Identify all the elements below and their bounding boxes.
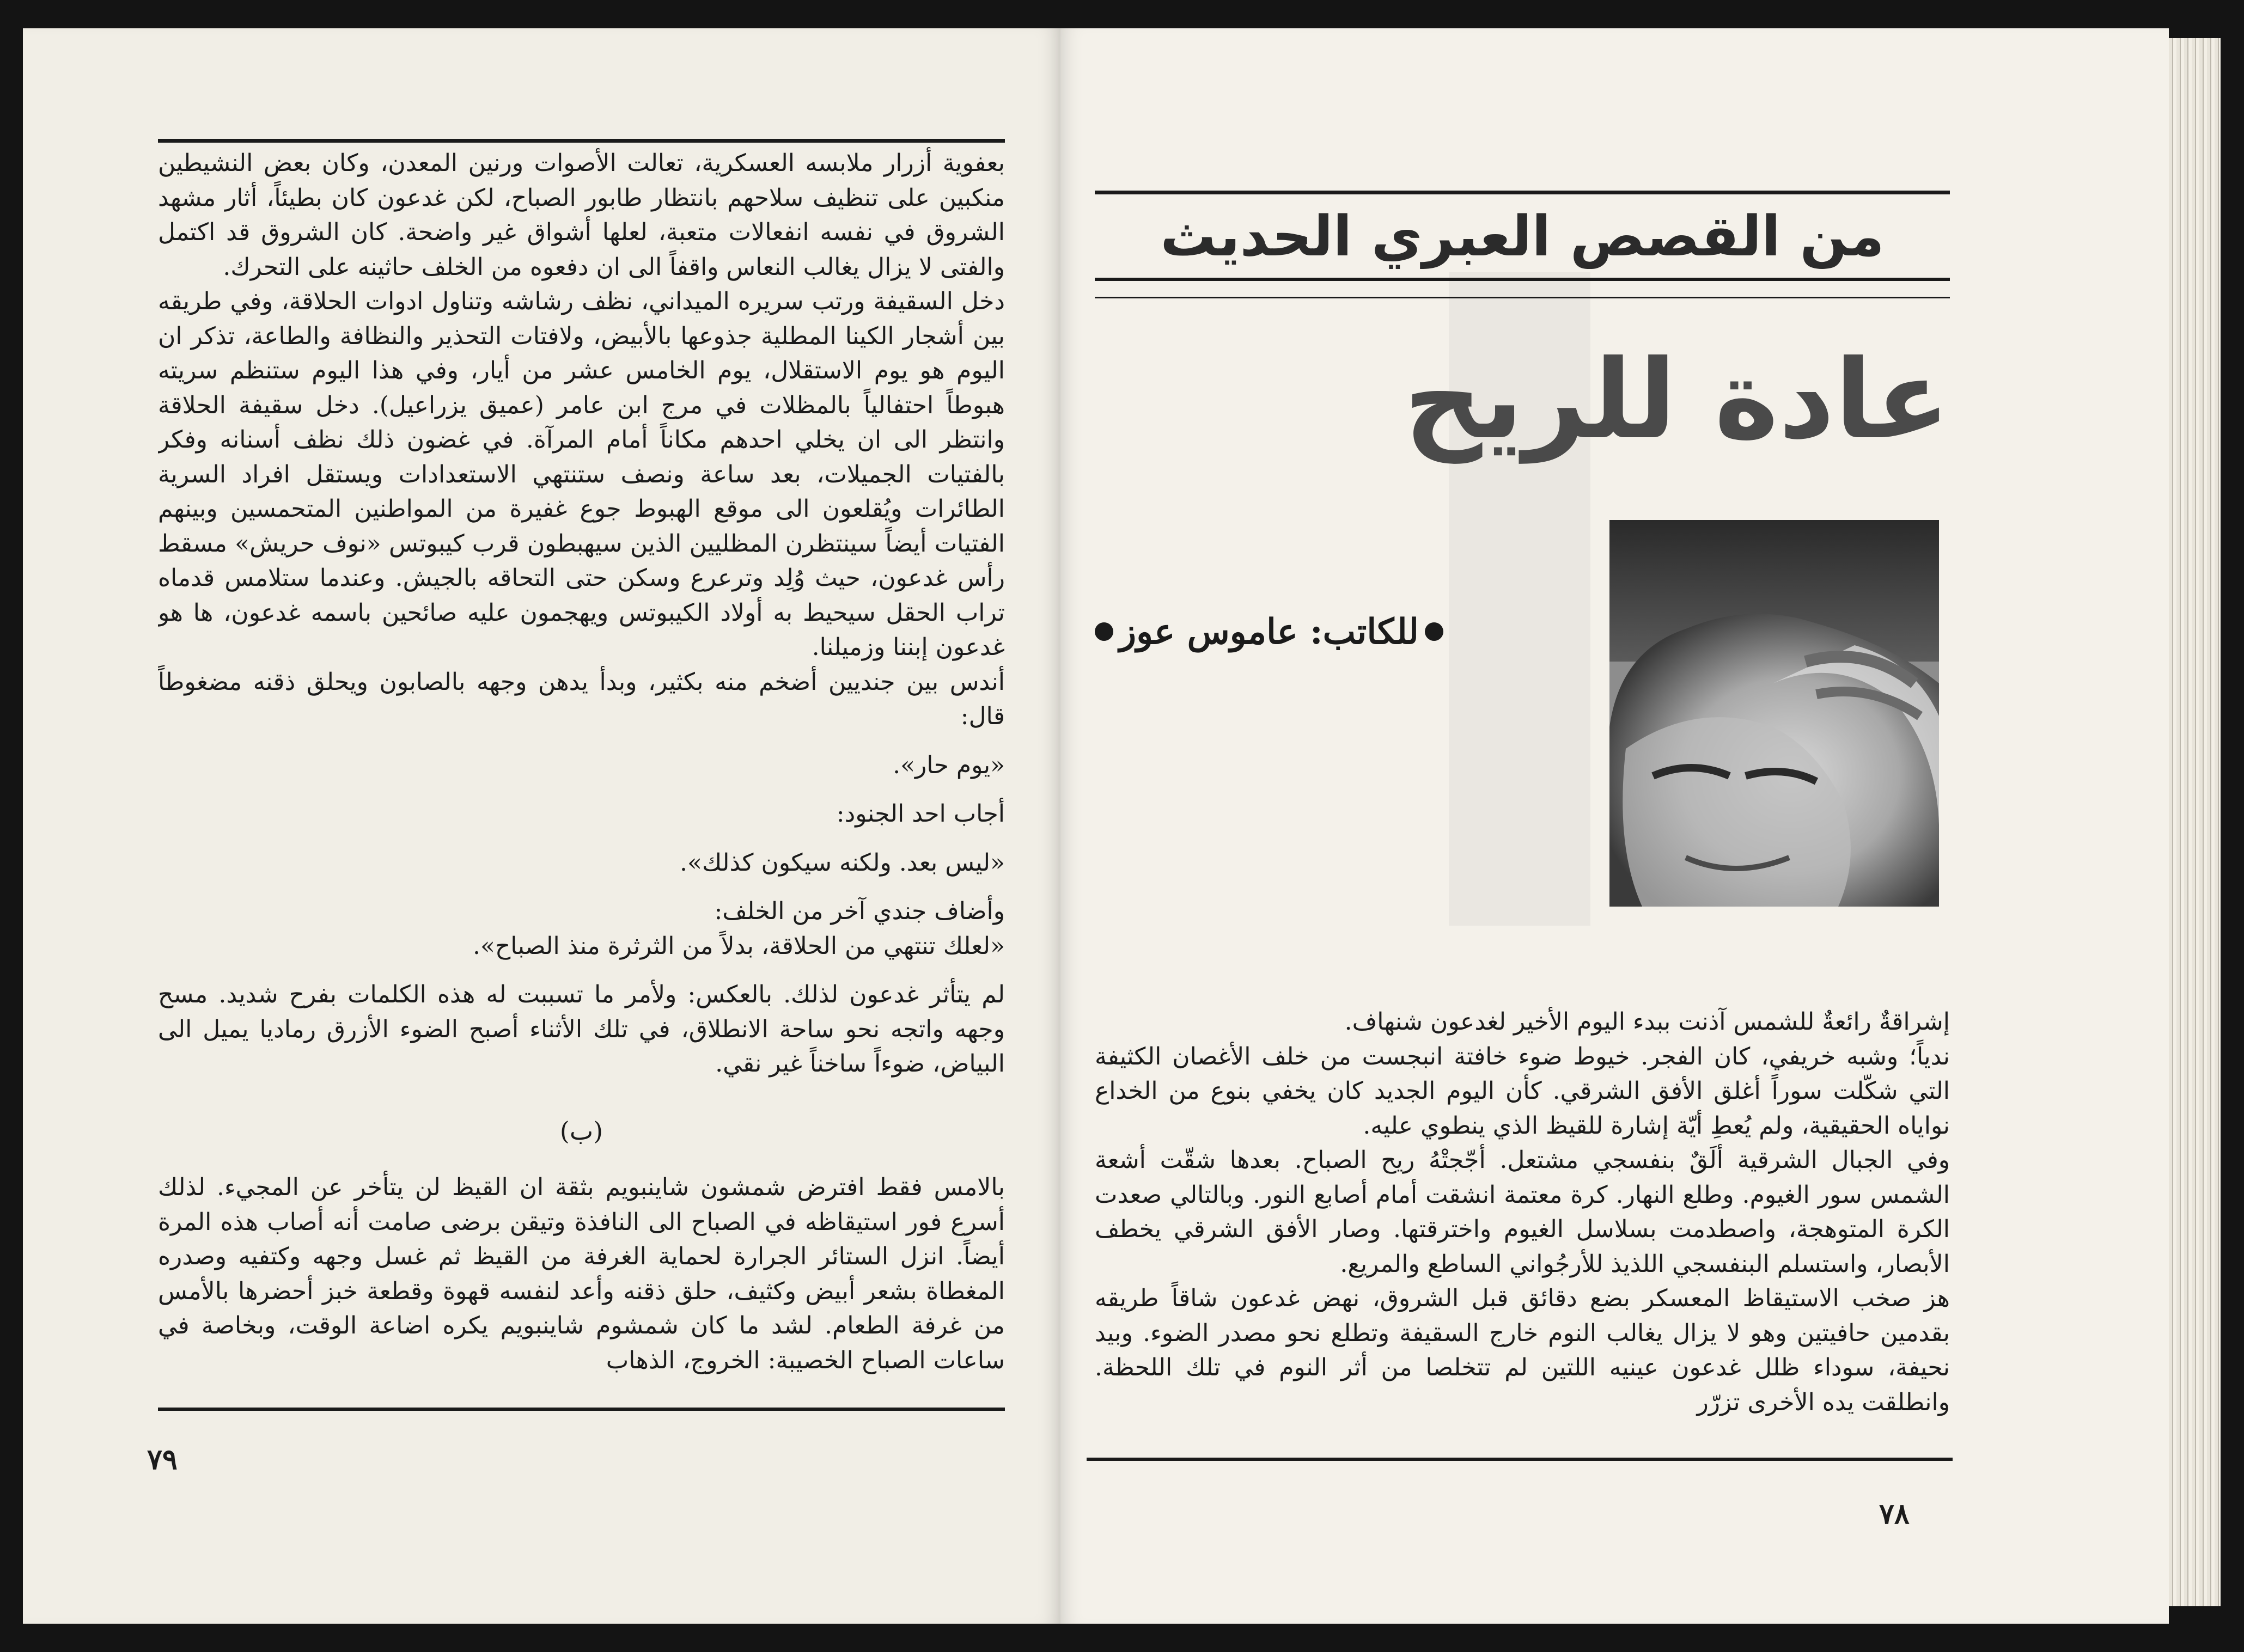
series-bottom-rule-2 bbox=[1095, 297, 1950, 298]
left-paragraph-3: أندس بين جنديين أضخم منه بكثير، وبدأ يدهن وجهه بالصابون ويحلق ذقنه مضغوطاً قال: bbox=[158, 668, 1005, 730]
right-bottom-rule bbox=[1087, 1458, 1953, 1461]
left-paragraph-7: بالامس فقط افترض شمشون شاينبويم بثقة ان القيظ لن يتأخر عن المجيء. لذلك أسرع فور استيقاظه في الصباح الى النافذة وتيقن برضى صامت أنه أصاب هذه المرة أيضاً. انزل الستائر الجرارة لحماية الغرفة من القيظ ثم غسل وجهه وكتفيه وصدره المغطاة بشعر أبيض وكثيف، حلق ذقنه وأعد لنفسه قهوة وقطعة خبز أحضرها بالأمس من غرفة الطعام. لشد ما كان شمشوم شاينبويم يكره اضاعة الوقت، وبخاصة في ساعات الصباح الخصيبة: الخروج، الذهاب bbox=[158, 1173, 1005, 1374]
bullet-icon bbox=[1095, 622, 1113, 641]
left-paragraph-2: دخل السقيفة ورتب سريره الميداني، نظف رشاشه وتناول ادوات الحلاقة، وفي طريقه بين أشجار الكينا المطلية جذوعها بالأبيض، ولافتات التحذير والنظافة والطاعة، تذكر ان اليوم هو يوم الاستقلال، يوم الخامس عشر من أيار، وفي هذا اليوم ستنظم سريته هبوطاً احتفالياً بالمظلات في مرج ابن عامر (عميق يزراعيل). دخل سقيفة الحلاقة وانتظر الى ان يخلي احدهم مكاناً أمام المرآة. في غضون ذلك نظف أسنانه وفكر بالفتيات الجميلات، بعد ساعة ونصف ستنتهي الاستعدادات ويستقل افراد السرية الطائرات ويُقلعون الى موقع الهبوط جوع غفيرة من المواطنين المتحمسين وبينهم الفتيات أيضاً سينتظرن المظليين الذين سيهبطون قرب كيبوتس «نوف حريش» مسقط رأس غدعون، حيث وُلِد وترعرع وسكن حتى التحاقه بالجيش. وعندما ستلامس قدماه تراب الحقل سيحيط به أولاد الكيبوتس ويهجمون عليه صائحين باسمه غدعون، ها هو غدعون إبننا وزميلنا. bbox=[158, 287, 1005, 661]
left-bottom-rule bbox=[158, 1408, 1005, 1411]
right-body-text bbox=[1095, 1005, 1950, 1457]
left-page-number: ٧٩ bbox=[147, 1443, 178, 1476]
left-paragraph-4: أجاب احد الجنود: bbox=[836, 800, 1005, 828]
left-body-text bbox=[158, 146, 1005, 1387]
left-dialogue-2: «ليس بعد. ولكنه سيكون كذلك». bbox=[680, 848, 1005, 877]
left-paragraph-1: بعفوية أزرار ملابسه العسكرية، تعالت الأصوات ورنين المعدن، وكان بعض النشيطين منكبين على تنظيف سلاحهم بانتظار طابور الصباح، لكن غدعون كان بطيئاً، أثار مشهد الشروق في نفسه انفعالات متعبة، لعلها أشواق غير واضحة. كان الشروق قد اكتمل والفتى لا يزال يغالب النعاس واقفاً الى ان دفعوه من الخلف حاثينه على التحرك. bbox=[158, 149, 1005, 281]
section-mark: (ب) bbox=[559, 1116, 603, 1146]
page-edges bbox=[2169, 38, 2221, 1606]
right-paragraph-1: إشراقةٌ رائعةٌ للشمس آذنت ببدء اليوم الأخير لغدعون شنهاف. bbox=[1344, 1008, 1950, 1036]
bullet-icon bbox=[1425, 622, 1443, 641]
series-bottom-rule-1 bbox=[1095, 278, 1950, 281]
left-top-rule bbox=[158, 139, 1005, 143]
author-credit bbox=[1113, 611, 1425, 652]
portrait-image bbox=[1609, 520, 1939, 907]
left-dialogue-1: «يوم حار». bbox=[893, 751, 1005, 779]
series-top-rule bbox=[1095, 191, 1950, 194]
right-paragraph-4: هز صخب الاستيقاظ المعسكر بضع دقائق قبل الشروق، نهض غدعون شاقاً طريقه بقدمين حافيتين وهو لا يزال يغالب النوم خارج السقيفة وتطلع نحو مصدر الضوء. وبيد نحيفة، سوداء ظلل غدعون عينيه اللتين لم تتخلصا من أثر النوم في تلك اللحظة. وانطلقت يده الأخرى تزرّر bbox=[1095, 1284, 1950, 1416]
left-paragraph-6: لم يتأثر غدعون لذلك. بالعكس: ولأمر ما تسببت له هذه الكلمات بفرح شديد. مسح وجهه واتجه نحو ساحة الانطلاق، في تلك الأثناء أصبح الضوء الأزرق رماديا يميل الى البياض، ضوءاً ساخناً غير نقي. bbox=[158, 981, 1005, 1078]
author-label: للكاتب: bbox=[1310, 611, 1419, 652]
author-name: عاموس عوز bbox=[1119, 611, 1298, 652]
author-photo bbox=[1609, 520, 1939, 907]
left-paragraph-5: وأضاف جندي آخر من الخلف: bbox=[714, 897, 1005, 925]
left-dialogue-3: «لعلك تنتهي من الحلاقة، بدلاً من الثرثرة منذ الصباح». bbox=[472, 932, 1005, 960]
series-title: من القصص العبري الحديث bbox=[1160, 204, 1885, 269]
right-page-number: ٧٨ bbox=[1879, 1497, 1910, 1531]
story-title: عادة للريح bbox=[1404, 336, 1950, 463]
right-paragraph-3: وفي الجبال الشرقية ألَقٌ بنفسجي مشتعل. أجّجتْهُ ريح الصباح. بعدها شقّت أشعة الشمس سور الغيوم. وطلع النهار. كرة معتمة انشقت أمام أصابع النور. وبالتالي صعدت الكرة المتوهجة، واصطدمت بسلاسل الغيوم واخترقتها. وصار الأفق الشرقي يخطف الأبصار، واستسلم البنفسجي اللذيذ للأرجُواني الساطع والمريع. bbox=[1095, 1146, 1950, 1278]
right-paragraph-2: ندياً؛ وشبه خريفي، كان الفجر. خيوط ضوء خافتة انبجست من خلف الأغصان الكثيفة التي شكّلت سوراً أغلق الأفق الشرقي. كأن اليوم الجديد كان يخفي بنوع من الخداع نواياه الحقيقية، ولم يُعطِ أيّة إشارة للقيظ الذي ينطوي عليه. bbox=[1095, 1042, 1950, 1140]
author-line bbox=[1095, 607, 1443, 656]
